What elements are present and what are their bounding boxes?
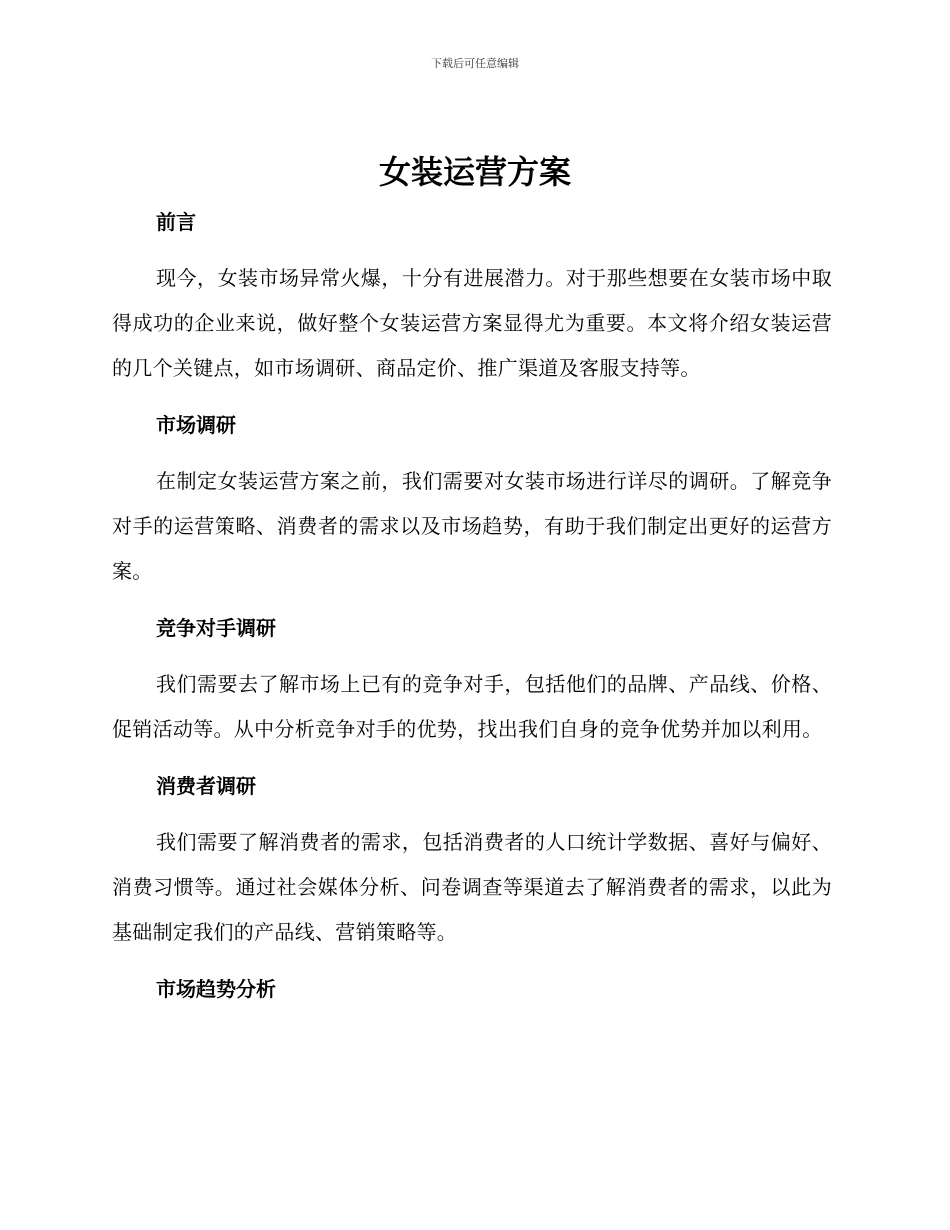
document-title: 女装运营方案 <box>378 153 571 191</box>
section-heading-competitor-research: 竞争对手调研 <box>156 616 276 640</box>
paragraph-competitor-research: 我们需要去了解市场上已有的竞争对手，包括他们的品牌、产品线、价格、促销活动等。从中分析竞争对手的优势，找出我们自身的竞争优势并加以利用。 <box>112 672 832 741</box>
header-note: 下载后可任意编辑 <box>431 57 519 70</box>
section-heading-consumer-research: 消费者调研 <box>156 774 256 798</box>
section-heading-preface: 前言 <box>156 210 196 234</box>
section-heading-market-research: 市场调研 <box>156 413 236 437</box>
paragraph-consumer-research: 我们需要了解消费者的需求，包括消费者的人口统计学数据、喜好与偏好、消费习惯等。通过社会媒体分析、问卷调查等渠道去了解消费者的需求，以此为基础制定我们的产品线、营销策略等。 <box>112 830 832 944</box>
paragraph-market-research: 在制定女装运营方案之前，我们需要对女装市场进行详尽的调研。了解竞争对手的运营策略、消费者的需求以及市场趋势，有助于我们制定出更好的运营方案。 <box>112 469 832 583</box>
paragraph-preface: 现今，女装市场异常火爆，十分有进展潜力。对于那些想要在女装市场中取得成功的企业来说，做好整个女装运营方案显得尤为重要。本文将介绍女装运营的几个关键点，如市场调研、商品定价、推广渠道及客服支持等。 <box>112 266 832 380</box>
section-heading-market-trend: 市场趋势分析 <box>156 977 276 1001</box>
document-body <box>112 200 832 1011</box>
